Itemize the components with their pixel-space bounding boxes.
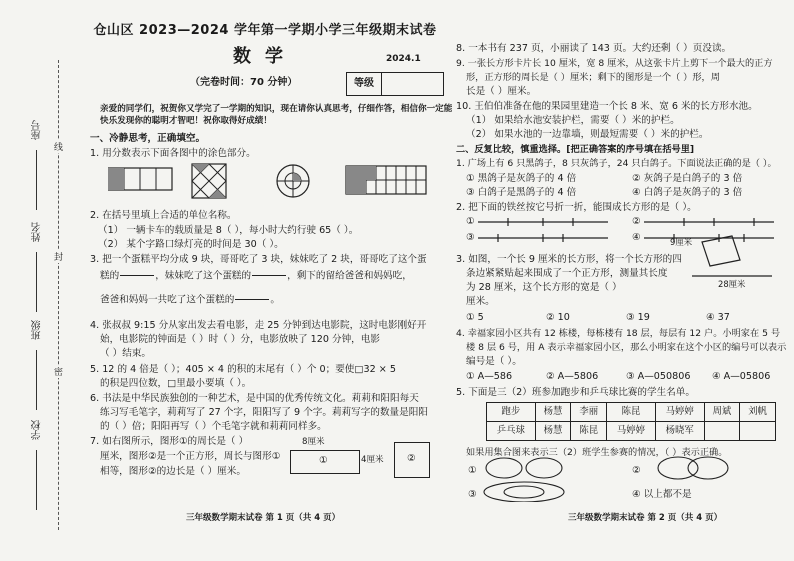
s3c: 为 28 厘米，这个长方形的宽是（ ） [466, 282, 622, 293]
s3-option-4[interactable]: ④ 37 [706, 312, 730, 323]
subject-title: 数学 [233, 46, 297, 67]
intro-line: 亲爱的同学们，祝贺你又学完了一学期的知识，现在请你认真思考，仔细作答，相信你一定能 [100, 104, 453, 114]
s3-option-2[interactable]: ② 10 [546, 312, 570, 323]
fraction-blank[interactable] [120, 268, 154, 283]
q4c: （ ）结束。 [100, 348, 152, 359]
section-2-heading: 二、反复比较，慎重选择。[把正确答案的序号填在括号里] [456, 144, 695, 155]
q6c: 的（ ）倍；阳阳再写（ ）个毛笔字就和莉莉同样多。 [100, 421, 327, 432]
table-cell [740, 422, 776, 441]
shape-2-label: ② [407, 453, 416, 464]
s3-option-1[interactable]: ① 5 [466, 312, 484, 323]
q8: 8. 一本书有 237 页，小丽读了 143 页。大约还剩（ ）页没读。 [456, 43, 732, 54]
figure-circle [277, 165, 309, 197]
q7b: 厘米，图形②是一个正方形，周长与图形① [100, 451, 281, 462]
s2-option-3[interactable]: ③ [466, 232, 475, 243]
q3c-pre: 爸爸和妈妈一共吃了这个蛋糕的 [100, 294, 235, 306]
q3b-pre: 糕的 [100, 270, 120, 282]
grade-box [346, 72, 444, 96]
s2-option-1[interactable]: ① [466, 216, 475, 227]
s1-option-a[interactable]: ① 黑鸽子是灰鸽子的 4 倍 [466, 173, 577, 184]
q5a: 5. 12 的 4 倍是（ ）；405 × 4 的积的末尾有（ ）个 0；要使□32 × 5 [90, 364, 396, 375]
table-cell: 跑步 [487, 403, 536, 422]
s1-option-d[interactable]: ④ 白鸽子是灰鸽子的 3 倍 [632, 187, 743, 198]
q3a: 3. 把一个蛋糕平均分成 9 块，哥哥吃了 3 块，妹妹吃了 2 块，哥哥吃了这个蛋 [90, 254, 427, 265]
intro-line: 快乐发现你的聪明才智吧！祝你取得好成绩！ [100, 116, 272, 127]
q3b [100, 268, 412, 283]
table-cell: 杨晓军 [655, 422, 704, 441]
q7-height-label: 4厘米 [361, 455, 384, 465]
fraction-blank[interactable] [235, 292, 269, 307]
s2-option-4[interactable]: ④ [632, 232, 641, 243]
exam-time: （完卷时间：70 分钟） [190, 77, 298, 88]
q1-figures [108, 162, 438, 202]
page-2 [456, 0, 786, 561]
s4-option-3[interactable]: ③ A—050806 [626, 371, 691, 382]
binding-strip [0, 0, 82, 561]
figure-grid [346, 166, 426, 194]
exam-title: 仓山区 2023—2024 学年第一学期小学三年级期末试卷 [93, 23, 437, 38]
name-label: 姓名 [32, 222, 43, 242]
shape-1-label: ① [319, 455, 328, 466]
q10a: （1） 如果给水池安装护栏，需要（ ）米的护栏。 [466, 115, 680, 126]
table-cell: 乒乓球 [487, 422, 536, 441]
rectangle-shape-1 [290, 450, 360, 474]
s5-question: 如果用集合图来表示三（2）班学生参赛的情况，（ ）表示正确。 [466, 447, 728, 458]
s1-option-c[interactable]: ③ 白鸽子是黑鸽子的 4 倍 [466, 187, 577, 198]
grade-label: 等级 [347, 73, 382, 95]
table-cell: 李丽 [571, 403, 607, 422]
s3-option-3[interactable]: ③ 19 [626, 312, 650, 323]
strip-mark: 线 [54, 140, 63, 153]
school-blank [36, 450, 37, 510]
figure-bar [108, 168, 172, 190]
q4a: 4. 张叔叔 9:15 分从家出发去看电影，走 25 分钟到达电影院，这时电影刚好开 [90, 320, 427, 331]
s5-option-3[interactable]: ③ [468, 489, 477, 500]
s4c: 编号是（ ）。 [466, 356, 522, 367]
s5-option-1[interactable]: ① [468, 465, 477, 476]
q10: 10. 王伯伯准备在他的果园里建造一个长 8 米、宽 6 米的长方形水池。 [456, 101, 758, 112]
q9a: 9. 一张长方形卡片长 10 厘米，宽 8 厘米，从这张卡片上剪下一个最大的正方 [456, 58, 773, 69]
q3c [100, 292, 280, 307]
s5-option-4[interactable]: ④ 以上都不是 [632, 489, 692, 500]
table-cell [704, 422, 740, 441]
s3-label-bottom: 28厘米 [718, 279, 746, 289]
q9b: 形，正方形的周长是（ ）厘米；剩下的图形是一个（ ）形，周 [466, 72, 720, 83]
s3a: 3. 如图，一个长 9 厘米的长方形，将一个长方形的四 [456, 254, 682, 265]
table-row [487, 422, 776, 441]
s1-option-b[interactable]: ② 灰鸽子是白鸽子的 3 倍 [632, 173, 743, 184]
page-1-footer: 三年级数学期末试卷 第 1 页（共 4 页） [186, 513, 341, 523]
s4b: 楼 8 层 6 号，用 A 表示幸福家园小区，那么小明家在这个小区的编号可以表示 [466, 342, 787, 353]
seat-label: 座号 [32, 120, 43, 140]
q3b-mid: ，妹妹吃了这个蛋糕的 [155, 270, 252, 282]
s4-option-1[interactable]: ① A—586 [466, 371, 513, 382]
table-cell: 杨慧 [535, 403, 571, 422]
q2: 2. 在括号里填上合适的单位名称。 [90, 210, 237, 221]
school-label: 学校 [32, 420, 43, 440]
page-2-footer: 三年级数学期末试卷 第 2 页（共 4 页） [568, 513, 723, 523]
q7-width-label: 8厘米 [302, 437, 325, 447]
q3c-post: 。 [270, 294, 280, 306]
q6a: 6. 书法是中华民族独创的一种艺术，是中国的优秀传统文化。莉莉和阳阳每天 [90, 393, 419, 404]
s3d: 厘米。 [466, 296, 495, 307]
venn-diagrams [482, 456, 782, 502]
s2: 2. 把下面的铁丝按它号折一折，能围成长方形的是（ ）。 [456, 202, 697, 213]
table-cell: 陈昆 [571, 422, 607, 441]
intro-text [100, 103, 453, 128]
participants-table [486, 402, 776, 441]
class-blank [36, 350, 37, 410]
strip-mark: 密 [54, 365, 63, 378]
q2a: （1） 一辆卡车的载质量是 8（ ），每小时大约行驶 65（ ）。 [98, 225, 359, 236]
s5-option-2[interactable]: ② [632, 465, 641, 476]
table-row [487, 403, 776, 422]
q7a: 7. 如右图所示，图形①的周长是（ ） [90, 436, 249, 447]
grade-field[interactable] [382, 73, 443, 95]
s1: 1. 广场上有 6 只黑鸽子，8 只灰鸽子，24 只白鸽子。下面说法正确的是（ ）。 [456, 158, 777, 169]
table-cell: 刘帆 [740, 403, 776, 422]
figure-square [192, 164, 226, 198]
table-cell: 陈昆 [607, 403, 656, 422]
strip-mark: 封 [54, 250, 63, 263]
s2-option-2[interactable]: ② [632, 216, 641, 227]
s5: 5. 下面是三（2）班参加跑步和乒乓球比赛的学生名单。 [456, 387, 695, 398]
class-label: 班级 [32, 320, 43, 340]
q2b: （2） 某个字路口绿灯亮的时间是 30（ ）。 [98, 239, 284, 250]
q9c: 长是（ ）厘米。 [466, 86, 537, 97]
square-shape-2 [394, 442, 430, 478]
s4-option-4[interactable]: ④ A—05806 [712, 371, 771, 382]
q3b-post: ，剩下的留给爸爸和妈妈吃， [287, 270, 412, 282]
table-cell: 周斌 [704, 403, 740, 422]
table-cell: 杨慧 [535, 422, 571, 441]
table-cell: 马婷婷 [655, 403, 704, 422]
s4a: 4. 幸福家园小区共有 12 栋楼，每栋楼有 18 层，每层有 12 户。小明家在 5 号 [456, 328, 781, 339]
q1: 1. 用分数表示下面各图中的涂色部分。 [90, 148, 256, 159]
page-1 [90, 0, 453, 561]
s4-option-2[interactable]: ② A—5806 [546, 371, 599, 382]
fraction-blank[interactable] [252, 268, 286, 283]
s3b: 条边紧紧贴起来围成了一个正方形，测量其长度 [466, 268, 668, 279]
q7c: 相等，图形②的边长是（ ）厘米。 [100, 466, 246, 477]
cut-line [58, 60, 59, 530]
exam-date: 2024.1 [386, 54, 421, 64]
section-1-heading: 一、冷静思考，正确填空。 [90, 133, 206, 144]
name-blank [36, 252, 37, 312]
q4b: 始，电影院的钟面是（ ）时（ ）分，电影放映了 120 分钟，电影 [100, 334, 380, 345]
q6b: 练习写毛笔字，莉莉写了 27 个字，阳阳写了 9 个字。莉莉写字的数量是阳阳 [100, 407, 428, 418]
seat-blank [36, 150, 37, 210]
q10b: （2） 如果水池的一边靠墙，则最短需要（ ）米的护栏。 [466, 129, 709, 140]
q5b: 的积是四位数，□里最小要填（ ）。 [100, 378, 252, 389]
s3-label-top: 9厘米 [670, 237, 693, 247]
table-cell: 马婷婷 [607, 422, 656, 441]
